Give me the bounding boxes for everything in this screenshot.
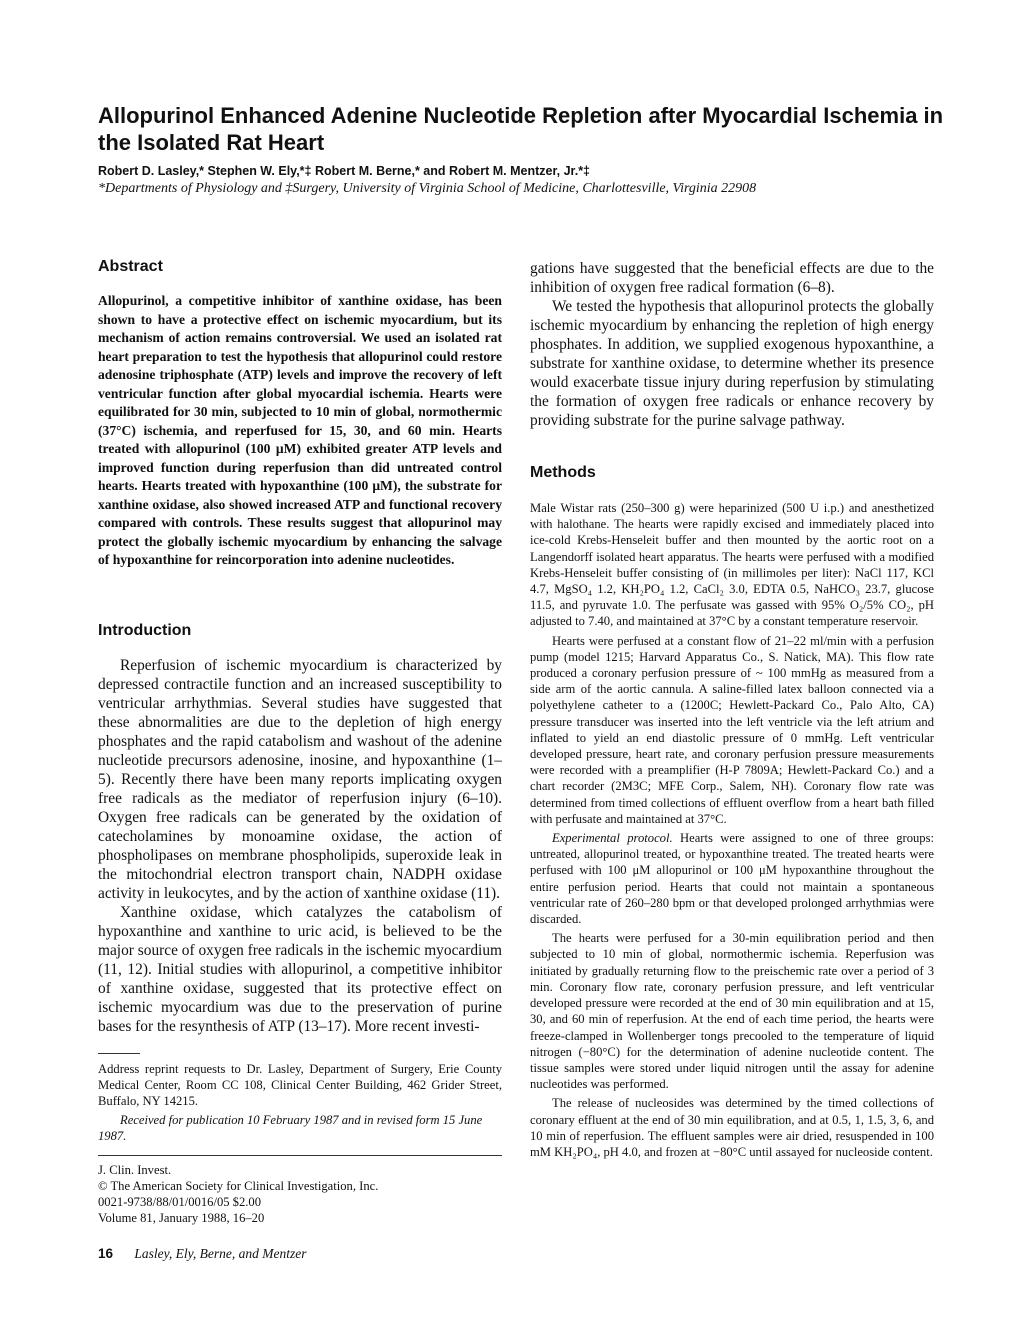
copyright-line: © The American Society for Clinical Investigation, Inc. xyxy=(98,1179,379,1193)
abstract-section xyxy=(98,292,502,570)
right-column-intro xyxy=(530,259,934,430)
footnote-rule xyxy=(98,1053,140,1054)
issn-line: 0021-9738/88/01/0016/05 $2.00 xyxy=(98,1195,262,1209)
methods-paragraph-5: The release of nucleosides was determined by the timed collections of coronary effluent at the end of 30 min equilibration, and at 0.5, 1, 1.5, 3, 6, and 10 min of reperfusion. The effluent samples were air dried, resuspended in 100 mM KH₂PO₄, pH 4.0, and frozen at −80°C until assayed for nucleoside content. xyxy=(530,1096,934,1159)
journal-name: J. Clin. Invest. xyxy=(98,1163,172,1177)
page-number: 16 xyxy=(98,1246,114,1261)
methods-heading: Methods xyxy=(530,464,596,481)
reprint-note: Address reprint requests to Dr. Lasley, Department of Surgery, Erie County Medical Center, Room CC 108, Clinical Center Building, 462 Grider Street, Buffalo, NY 14215. xyxy=(98,1062,502,1108)
methods-paragraph-2: Hearts were perfused at a constant flow of 21–22 ml/min with a perfusion pump (model 1215; Harvard Apparatus Co., S. Natick, MA). This flow rate produced a coronary perfusion pressure of ~ 100 mmHg as measured from a side arm of the aortic cannula. A saline-filled latex balloon connected via a polyethylene catheter to a (1200C; Hewlett-Packard Co., Palo Alto, CA) pressure transducer was inserted into the left ventricle via the left atrium and inflated to yield an end diastolic pressure of 0 mmHg. Left ventricular developed pressure, heart rate, and coronary perfusion pressure measurements were recorded with a preamplifier (H-P 7809A; Hewlett-Packard Co.) and a chart recorder (2M3C; MFE Corp., Salem, NH). Coronary flow rate was determined from timed collections of effluent overflow from a heart bath filled with perfusate and maintained at 37°C. xyxy=(530,633,934,826)
intro-paragraph-1: Reperfusion of ischemic myocardium is characterized by depressed contractile function and an increased susceptibility to ventricular arrhythmias. Several studies have suggested that these abnormalities are due to the depletion of high energy phosphates and the rapid catabolism and washout of the adenine nucleotide precursors adenosine, inosine, and hypoxanthine (1–5). Recently there have been many reports implicating oxygen free radicals as the mediator of reperfusion injury (6–10). Oxygen free radicals can be generated by the oxidation of catecholamines by monoamine oxidase, the action of phospholipases on membrane phospholipids, superoxide leak in the mitochondrial electron transport chain, NADPH oxidase activity in leukocytes, and by the action of xanthine oxidase (11). xyxy=(98,657,502,902)
intro-paragraph-3: gations have suggested that the beneficial effects are due to the inhibition of oxygen free radical formation (6–8). xyxy=(530,260,934,296)
author-list: Robert D. Lasley,* Stephen W. Ely,*‡ Robert M. Berne,* and Robert M. Mentzer, Jr.*‡ xyxy=(98,164,591,178)
methods-paragraph-1: Male Wistar rats (250–300 g) were heparinized (500 U i.p.) and anesthetized with halothane. The hearts were rapidly excised and immediately placed into ice-cold Krebs-Henseleit buffer and then mounted by the aortic root on a Langendorff isolated heart apparatus. The hearts were perfused with a modified Krebs-Henseleit buffer consisting of (in millimoles per liter): NaCl 117, KCl 4.7, MgSO₄ 1.2, KH₂PO₄ 1.2, CaCl₂ 3.0, EDTA 0.5, NaHCO₃ 23.7, glucose 11.5, and pyruvate 1.0. The perfusate was gassed with 95% O₂/5% CO₂, pH adjusted to 7.40, and maintained at 37°C by a constant temperature reservoir. xyxy=(530,501,934,629)
journal-info xyxy=(98,1162,502,1226)
running-authors: Lasley, Ely, Berne, and Mentzer xyxy=(134,1246,307,1261)
abstract-text: Allopurinol, a competitive inhibitor of xanthine oxidase, has been shown to have a protective effect on ischemic myocardium, but its mechanism of action remains controversial. We used an isolated rat heart preparation to test the hypothesis that allopurinol could restore adenosine triphosphate (ATP) levels and improve the recovery of left ventricular function after global myocardial ischemia. Hearts were equilibrated for 30 min, subjected to 10 min of global, normothermic (37°C) ischemia, and reperfused for 15, 30, and 60 min. Hearts treated with allopurinol (100 μM) exhibited greater ATP levels and improved function during reperfusion than did untreated control hearts. Hearts treated with hypoxanthine (100 μM), the substrate for xanthine oxidase, also showed increased ATP and functional recovery compared with controls. These results suggest that allopurinol may protect the globally ischemic myocardium by enhancing the salvage of hypoxanthine for reincorporation into adenine nucleotides. xyxy=(98,293,502,567)
article-title: Allopurinol Enhanced Adenine Nucleotide Repletion after Myocardial Ischemia in the Isolated Rat Heart xyxy=(98,103,944,155)
abstract-heading: Abstract xyxy=(98,258,163,275)
received-note: Received for publication 10 February 1987 and in revised form 15 June 1987. xyxy=(98,1113,483,1143)
affiliation: *Departments of Physiology and ‡Surgery, University of Virginia School of Medicine, Charlottesville, Virginia 22908 xyxy=(98,181,757,196)
methods-section xyxy=(530,500,934,1160)
methods-paragraph-4: The hearts were perfused for a 30-min equilibration period and then subjected to 10 min of global, normothermic ischemia. Reperfusion was initiated by gradually returning flow to the preischemic rate over a period of 3 min. Coronary flow rate, coronary perfusion pressure, and left ventricular developed pressure were recorded at the end of 30 min equilibration and at 15, 30, and 60 min of reperfusion. At the end of each time period, the hearts were freeze-clamped in Wollenberger tongs precooled to the temperature of liquid nitrogen (−80°C) for the determination of adenine nucleotide content. The tissue samples were stored under liquid nitrogen until the assay for adenine nucleotides was performed. xyxy=(530,931,934,1092)
journal-rule xyxy=(98,1155,502,1156)
introduction-section xyxy=(98,656,502,1036)
protocol-label: Experimental protocol. xyxy=(552,831,673,846)
introduction-heading: Introduction xyxy=(98,622,192,639)
methods-paragraph-3 xyxy=(530,830,934,927)
protocol-text: Hearts were assigned to one of three groups: untreated, allopurinol treated, or hypoxanthine treated. The treated hearts were perfused with 100 μM allopurinol or 100 μM hypoxanthine throughout the entire perfusion period. Hearts that could not maintain a spontaneous ventricular rate of 260–280 bpm or that developed prolonged arrhythmias were discarded. xyxy=(530,831,934,927)
volume-line: Volume 81, January 1988, 16–20 xyxy=(98,1211,265,1225)
footnotes xyxy=(98,1061,502,1144)
intro-paragraph-2: Xanthine oxidase, which catalyzes the catabolism of hypoxanthine and xanthine to uric acid, is believed to be the major source of oxygen free radicals in the ischemic myocardium (11, 12). Initial studies with allopurinol, a competitive inhibitor of xanthine oxidase, suggested that its protective effect on ischemic myocardium was due to the preservation of purine bases for the resynthesis of ATP (13–17). More recent investi- xyxy=(98,904,502,1035)
page-footer xyxy=(98,1246,307,1262)
intro-paragraph-4: We tested the hypothesis that allopurinol protects the globally ischemic myocardium by enhancing the repletion of high energy phosphates. In addition, we supplied exogenous hypoxanthine, a substrate for xanthine oxidase, to determine whether its presence would exacerbate tissue injury during reperfusion by stimulating the formation of oxygen free radicals or enhance recovery by providing substrate for the purine salvage pathway. xyxy=(530,298,934,429)
